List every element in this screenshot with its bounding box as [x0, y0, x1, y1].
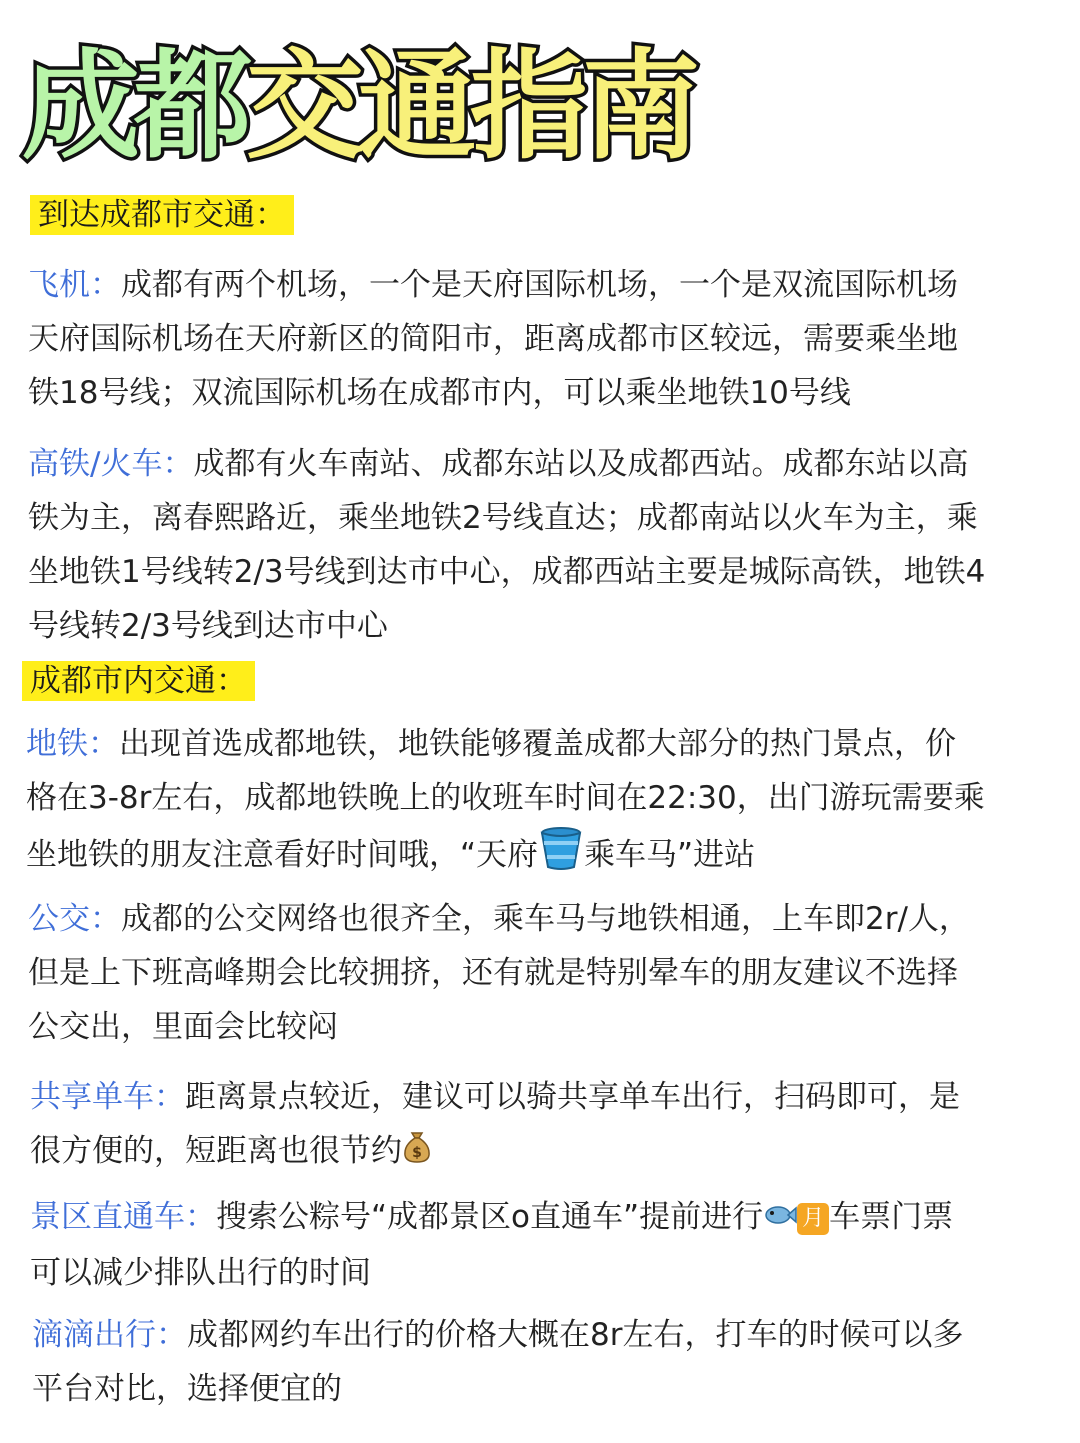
fish-icon [763, 1192, 797, 1246]
metro-line-3a: 坐地铁的朋友注意看好时间哦，“天府 [26, 837, 539, 873]
svg-text:$: $ [412, 1144, 422, 1161]
label-shuttle: 景区直通车： [30, 1199, 216, 1235]
label-plane: 飞机： [28, 267, 121, 303]
shuttle-line-1b: 车票门票 [829, 1199, 954, 1235]
page-title [22, 37, 695, 175]
bike-line-1: 距离景点较近，建议可以骑共享单车出行，扫码即可，是 [185, 1079, 960, 1115]
label-metro: 地铁： [26, 726, 119, 762]
bus-line-1: 成都的公交网络也很齐全，乘车马与地铁相通，上车即2r/人， [121, 901, 970, 937]
rail-line-2: 铁为主，离春熙路近，乘坐地铁2号线直达；成都南站以火车为主，乘 [28, 500, 978, 536]
shuttle-line-2: 可以减少排队出行的时间 [30, 1254, 371, 1291]
paragraph-rail [28, 437, 1072, 653]
paragraph-shuttle [30, 1190, 1074, 1300]
section-heading-intra: 成都市内交通： [22, 661, 255, 701]
rail-line-4: 号线转2/3号线到达市中心 [28, 608, 388, 644]
rail-line-1: 成都有火车南站、成都东站以及成都西站。成都东站以高 [193, 446, 969, 482]
bus-line-2: 但是上下班高峰期会比较拥挤，还有就是特别晕车的朋友建议不选择 [28, 955, 958, 991]
metro-line-3b: 乘车马”进站 [584, 837, 756, 873]
paragraph-bus [28, 892, 1072, 1054]
label-didi: 滴滴出行： [32, 1317, 187, 1353]
label-bike: 共享单车： [30, 1079, 185, 1115]
didi-line-2: 平台对比，选择便宜的 [32, 1371, 342, 1407]
bike-line-2: 很方便的，短距离也很节约 [30, 1133, 402, 1169]
paragraph-bike [30, 1070, 1074, 1180]
plane-line-1: 成都有两个机场，一个是天府国际机场，一个是双流国际机场 [121, 267, 958, 303]
paragraph-plane [28, 258, 1072, 420]
label-bus: 公交： [28, 901, 121, 937]
paragraph-metro [26, 717, 1070, 888]
metro-line-1: 出现首选成都地铁，地铁能够覆盖成都大部分的热门景点，价 [119, 726, 956, 762]
plane-line-2: 天府国际机场在天府新区的简阳市，距离成都市区较远，需要乘坐地 [28, 321, 958, 357]
paragraph-didi [32, 1308, 1076, 1416]
title-part-green: 成都 [22, 37, 247, 175]
money-bag-icon [402, 1126, 432, 1180]
bucket-icon [538, 825, 584, 888]
bus-line-3: 公交出，里面会比较闷 [28, 1009, 338, 1045]
plane-line-3: 铁18号线；双流国际机场在成都市内，可以乘坐地铁10号线 [28, 375, 851, 411]
label-rail: 高铁/火车： [28, 446, 194, 482]
rail-line-3: 坐地铁1号线转2/3号线到达市中心，成都西站主要是城际高铁，地铁4 [28, 554, 986, 590]
shuttle-line-1a: 搜索公粽号“成都景区o直通车”提前进行 [216, 1199, 764, 1235]
section-heading-arrival: 到达成都市交通： [30, 195, 294, 235]
title-part-yellow: 交通指南 [246, 37, 695, 175]
metro-line-2: 格在3-8r左右，成都地铁晚上的收班车时间在22:30，出门游玩需要乘 [26, 780, 985, 816]
moon-icon: 月 [797, 1203, 829, 1235]
didi-line-1: 成都网约车出行的价格大概在8r左右，打车的时候可以多 [187, 1317, 964, 1353]
